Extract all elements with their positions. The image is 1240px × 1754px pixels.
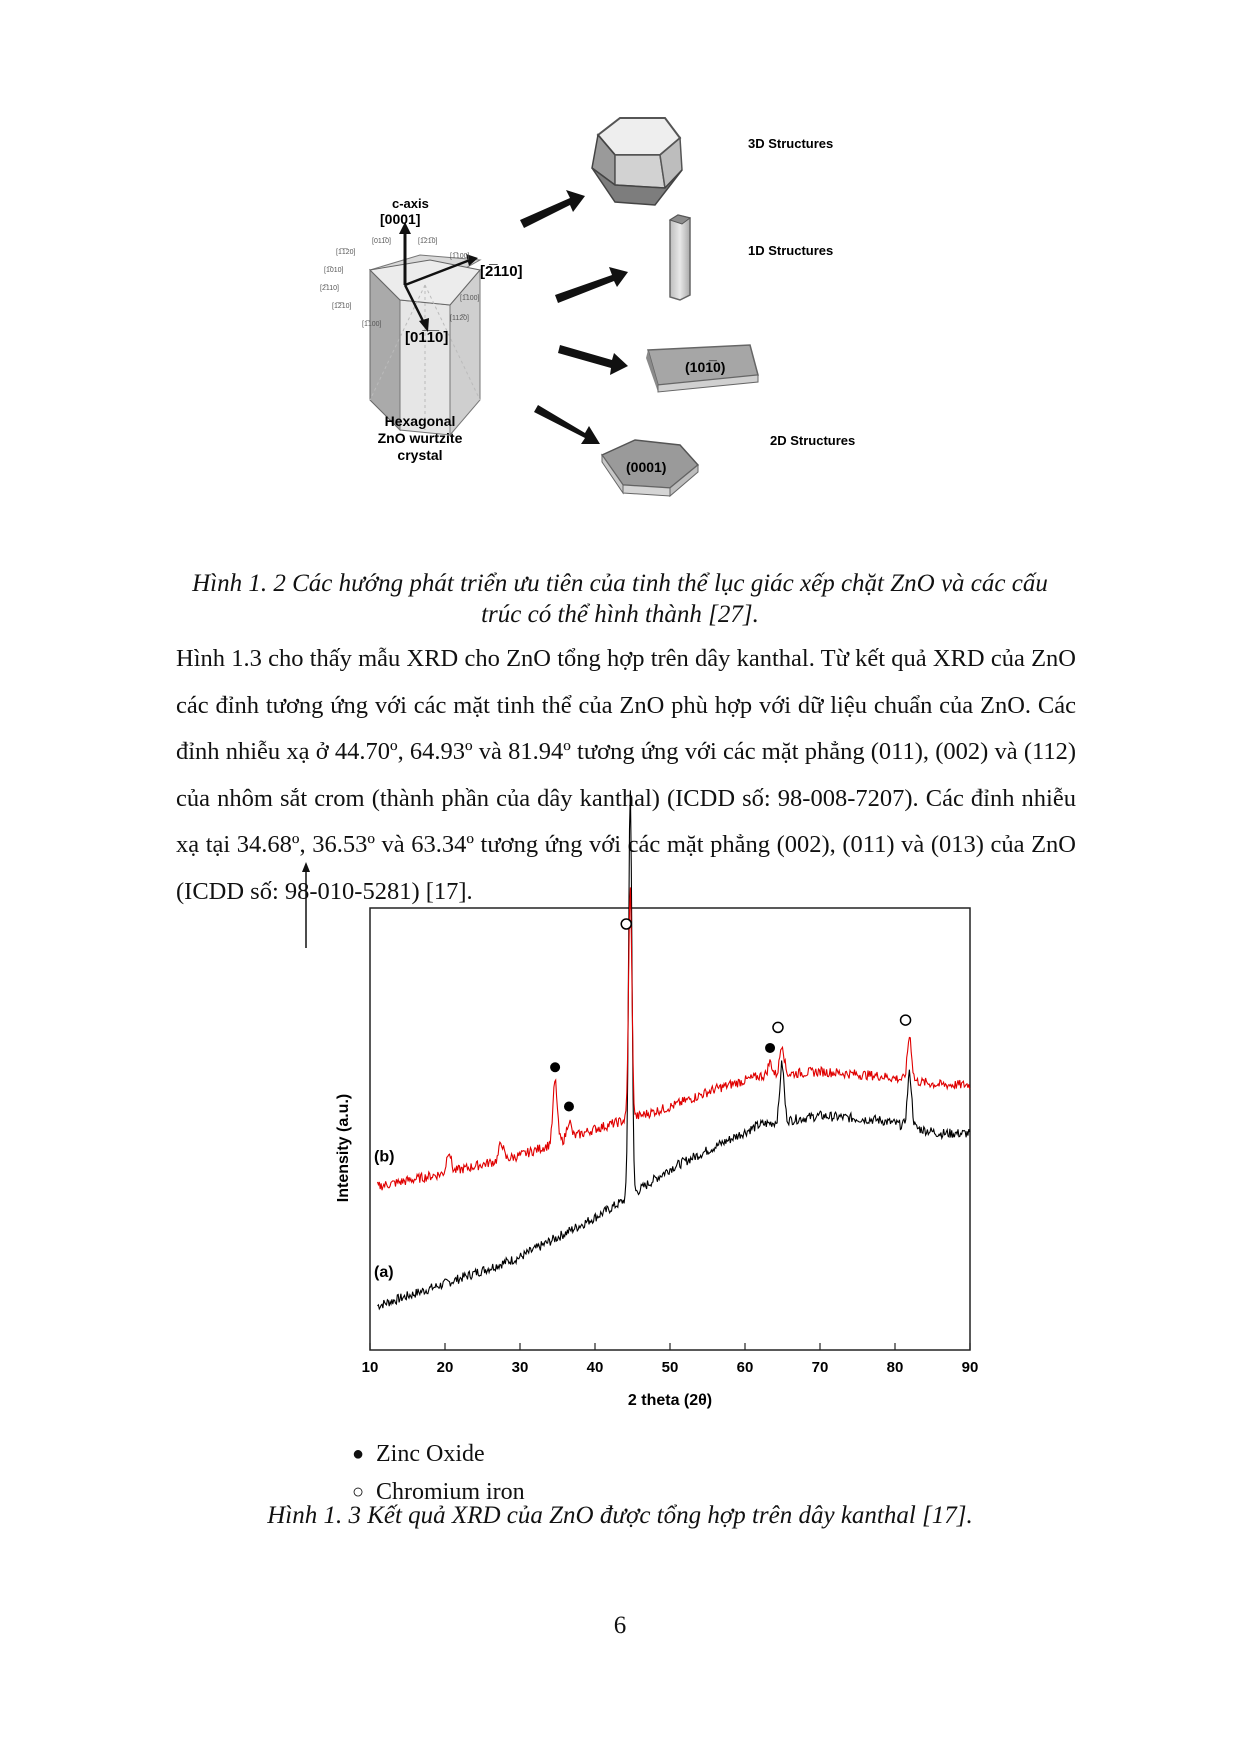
paragraph-text: Hình 1.3 cho thấy mẫu XRD cho ZnO tổng hợp trên dây kanthal. Từ kết quả XRD của ZnO các đỉnh tương ứng với các mặt tinh thể của ZnO phù hợp với dữ liệu chuẩn của ZnO. Các đỉnh nhiễu xạ ở 44.70º, 64.93º và 81.94º tương ứng với các mặt phẳng (011), (002) và (112) của nhôm sắt crom (thành phần của dây kanthal) (ICDD số: 98-008-7207). Các đỉnh nhiễu xạ tại 34.68º, 36.53º và 63.34º tương ứng với các mặt phẳng (002), (011) và (013) của ZnO (ICDD số: 98-010-5281) [17]. <box>176 645 1076 905</box>
plate-hex-label: (0001) <box>626 459 667 475</box>
x-tick-label: 20 <box>436 1359 454 1376</box>
open-circle-icon: ○ <box>351 1480 365 1503</box>
svg-text:Hexagonal: Hexagonal <box>384 413 456 429</box>
svg-text:ZnO wurtzite: ZnO wurtzite <box>377 430 463 446</box>
x-axis-ticks <box>362 1343 979 1376</box>
svg-text:[011̅0]: [011̅0] <box>372 238 391 245</box>
filled-circle-icon: ● <box>351 1442 365 1465</box>
legend-label: Chromium iron <box>376 1478 525 1505</box>
x-tick-label: 30 <box>511 1359 529 1376</box>
label-1d-structures: 1D Structures <box>748 243 834 258</box>
series-line-b <box>378 887 970 1190</box>
chromium-iron-marker <box>901 1015 911 1025</box>
svg-text:[2̅110]: [2̅110] <box>320 285 339 292</box>
zinc-oxide-marker <box>765 1043 775 1053</box>
growth-arrows <box>520 190 628 444</box>
plot-frame <box>370 908 970 1350</box>
y-axis-label: Intensity (a.u.) <box>335 1093 352 1203</box>
svg-text:[1̅100]: [1̅100] <box>460 295 480 302</box>
svg-text:[1̅100]: [1̅100] <box>450 253 470 260</box>
direction-2110: [2̅̅110] <box>480 263 523 280</box>
direction-0110: [01̅1̅0] <box>405 329 449 346</box>
chromium-iron-marker <box>773 1022 783 1032</box>
x-tick-label: 80 <box>886 1359 904 1376</box>
x-tick-label: 70 <box>811 1359 829 1376</box>
svg-text:crystal: crystal <box>397 447 443 463</box>
page-number: 6 <box>613 1612 627 1639</box>
c-axis-label: c-axis <box>392 196 429 211</box>
figure-1-3-caption: Hình 1. 3 Kết quả XRD của ZnO được tổng hợp trên dây kanthal [17]. <box>267 1502 973 1529</box>
crystal-label <box>378 413 463 463</box>
xrd-chart <box>330 898 990 1478</box>
plate-rect-label: (101̅0) <box>685 359 726 375</box>
legend-zinc-oxide <box>340 1435 525 1473</box>
x-tick-label: 90 <box>961 1359 979 1376</box>
x-tick-label: 50 <box>661 1359 679 1376</box>
svg-text:[112̅0]: [112̅0] <box>450 315 469 322</box>
series-a-label: (a) <box>374 1264 394 1282</box>
intensity-arrow <box>296 860 316 950</box>
legend-label: Zinc Oxide <box>376 1440 485 1467</box>
label-2d-structures: 2D Structures <box>770 433 856 448</box>
x-tick-label: 60 <box>736 1359 754 1376</box>
series-b-label: (b) <box>374 1148 395 1166</box>
svg-text:[1̅1̅20]: [1̅1̅20] <box>336 249 356 256</box>
x-tick-label: 10 <box>361 1359 379 1376</box>
chromium-iron-marker <box>621 919 631 929</box>
1d-structure-shape <box>670 215 690 300</box>
c-axis-direction: [0001] <box>380 211 421 227</box>
label-3d-structures: 3D Structures <box>748 136 834 151</box>
x-axis-label: 2 theta (2θ) <box>627 1392 713 1409</box>
svg-text:[1̅010]: [1̅010] <box>324 267 344 274</box>
3d-structure-shape <box>592 118 682 205</box>
svg-text:[1̅100]: [1̅100] <box>362 321 382 328</box>
figure-1-2-caption: Hình 1. 2 Các hướng phát triển ưu tiên của tinh thể lục giác xếp chặt ZnO và các cấu trúc có thể hình thành [27]. <box>192 570 1048 628</box>
svg-text:[1̅2̅10]: [1̅2̅10] <box>332 303 352 310</box>
zinc-oxide-marker <box>564 1102 574 1112</box>
x-tick-label: 40 <box>586 1359 604 1376</box>
zinc-oxide-marker <box>550 1062 560 1072</box>
zno-growth-figure <box>320 110 970 570</box>
svg-text:[1̅21̅0]: [1̅21̅0] <box>418 238 438 245</box>
